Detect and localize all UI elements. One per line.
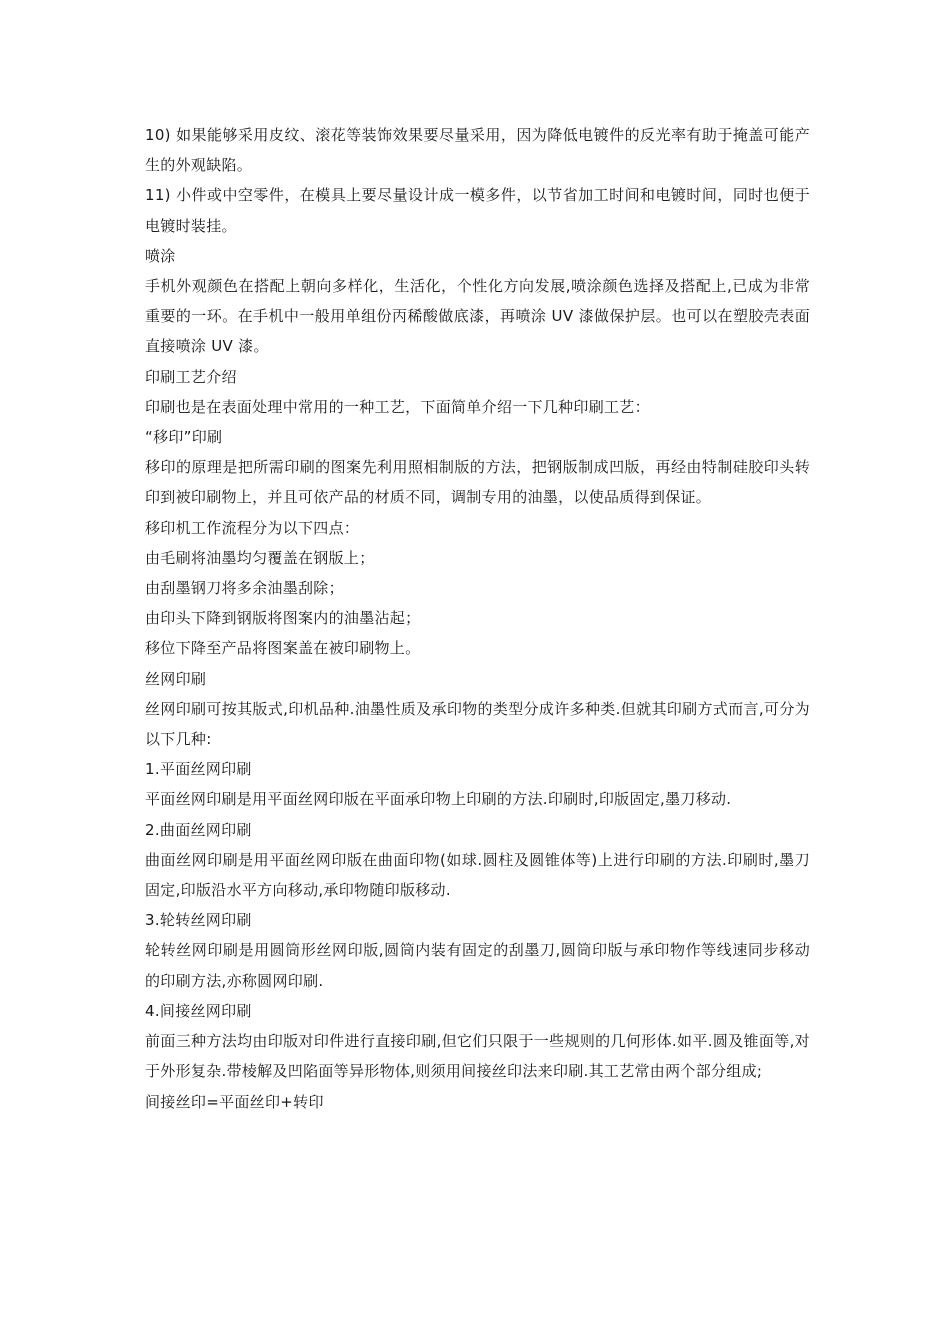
subheading-flat-screen: 1.平面丝网印刷: [145, 760, 252, 779]
list-item-flow-4: 移位下降至产品将图案盖在被印刷物上。: [145, 639, 421, 658]
section-heading-screen-printing: 丝网印刷: [145, 669, 207, 688]
paragraph-flat-screen: 平面丝网印刷是用平面丝网印版在平面承印物上印刷的方法.印刷时,印版固定,墨刀移动.: [145, 790, 732, 809]
paragraph-indirect-formula: 间接丝印=平面丝印+转印: [145, 1092, 324, 1111]
section-heading-printing: 印刷工艺介绍: [145, 367, 237, 386]
section-heading-spray: 喷涂: [145, 246, 176, 265]
paragraph-item-11: 11) 小件或中空零件，在模具上要尽量设计成一模多件，以节省加工时间和电镀时间，同时也便于电镀时装挂。: [145, 186, 810, 235]
paragraph-curved-screen: 曲面丝网印刷是用平面丝网印版在曲面印物(如球.圆柱及圆锥体等)上进行印刷的方法.印刷时,墨刀固定,印版沿水平方向移动,承印物随印版移动.: [145, 850, 810, 900]
paragraph-item-10: 10) 如果能够采用皮纹、滚花等装饰效果要尽量采用，因为降低电镀件的反光率有助于掩盖可能产生的外观缺陷。: [145, 126, 810, 175]
paragraph-pad-flow-intro: 移印机工作流程分为以下四点：: [145, 518, 360, 537]
list-item-flow-3: 由印头下降到钢版将图案内的油墨沾起；: [145, 609, 421, 628]
paragraph-pad-printing: 移印的原理是把所需印刷的图案先利用照相制版的方法，把钢版制成凹版，再经由特制硅胶印头转印到被印刷物上，并且可依产品的材质不同，调制专用的油墨，以使品质得到保证。: [145, 458, 810, 507]
paragraph-screen-printing: 丝网印刷可按其版式,印机品种.油墨性质及承印物的类型分成许多种类.但就其印刷方式而言,可分为以下几种:: [145, 699, 810, 749]
subheading-curved-screen: 2.曲面丝网印刷: [145, 820, 252, 839]
list-item-flow-2: 由刮墨钢刀将多余油墨刮除；: [145, 579, 344, 598]
subheading-indirect-screen: 4.间接丝网印刷: [145, 1001, 252, 1020]
paragraph-printing-intro: 印刷也是在表面处理中常用的一种工艺，下面简单介绍一下几种印刷工艺：: [145, 397, 650, 416]
paragraph-spray: 手机外观颜色在搭配上朝向多样化，生活化，个性化方向发展,喷涂颜色选择及搭配上,已成为非常重要的一环。在手机中一般用单组份丙稀酸做底漆，再喷涂 UV 漆做保护层。也可以在塑胶壳表面直接喷涂 UV 漆。: [145, 277, 810, 356]
subheading-rotary-screen: 3.轮转丝网印刷: [145, 911, 252, 930]
paragraph-rotary-screen: 轮转丝网印刷是用圆筒形丝网印版,圆筒内装有固定的刮墨刀,圆筒印版与承印物作等线速同步移动的印刷方法,亦称圆网印刷.: [145, 941, 810, 990]
section-heading-pad-printing: “移印”印刷: [145, 428, 223, 447]
list-item-flow-1: 由毛刷将油墨均匀覆盖在钢版上；: [145, 548, 375, 567]
paragraph-indirect-screen: 前面三种方法均由印版对印件进行直接印刷,但它们只限于一些规则的几何形体.如平.圆及锥面等,对于外形复杂.带棱解及凹陷面等异形物体,则须用间接丝印法来印刷.其工艺常由两个部分组成;: [145, 1032, 810, 1081]
document-body: [145, 120, 810, 1117]
